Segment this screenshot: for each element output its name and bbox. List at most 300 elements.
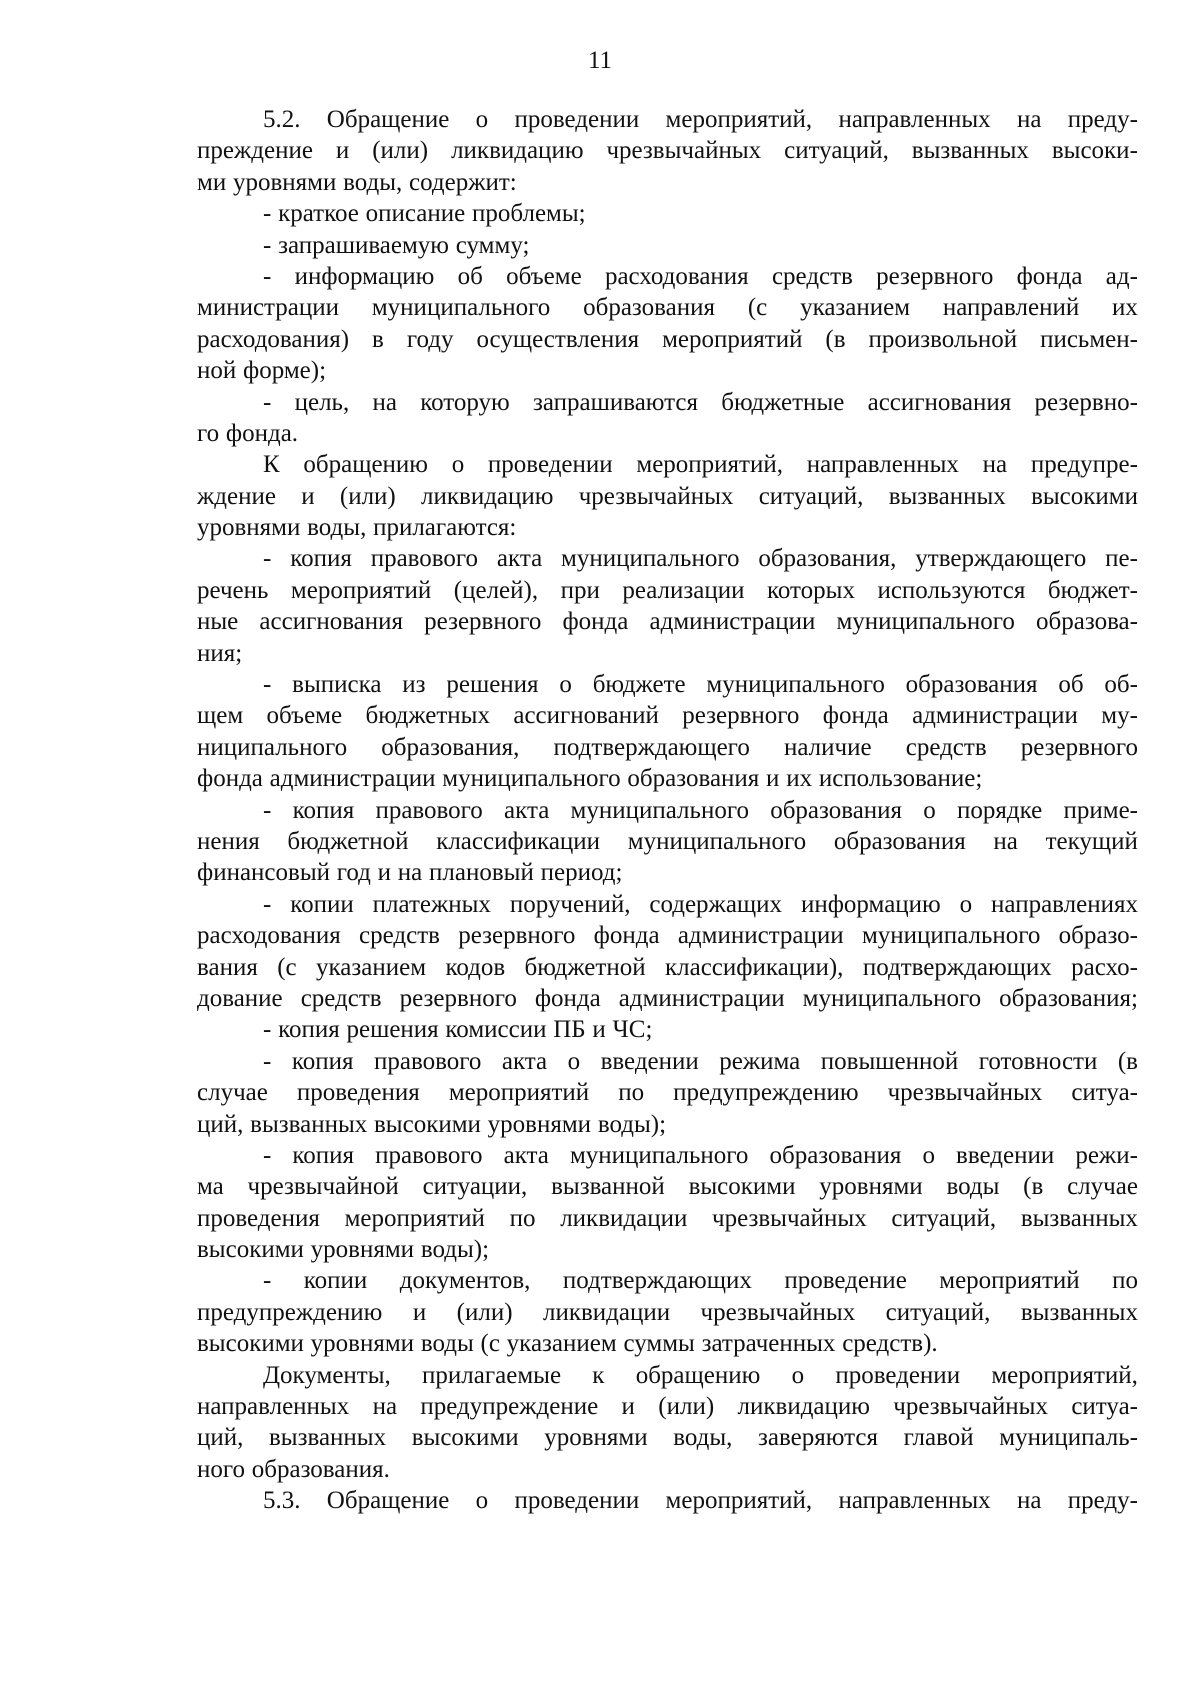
- word: воды);: [420, 1236, 490, 1264]
- word: заверяются: [758, 1424, 878, 1452]
- word: -: [263, 671, 272, 699]
- word: фонда.: [225, 419, 299, 447]
- word: о: [475, 1487, 489, 1515]
- word: ад-: [1105, 262, 1138, 290]
- word: о: [559, 671, 572, 699]
- word: информацию: [800, 890, 941, 918]
- word: фонда: [593, 922, 660, 950]
- word: осуществления: [476, 325, 640, 353]
- word: образования;: [999, 984, 1138, 1012]
- word: чрезвычайных: [700, 1298, 856, 1326]
- word: высокими: [688, 1173, 796, 1201]
- word: преду-: [1067, 106, 1138, 133]
- page-number: 11: [587, 47, 613, 74]
- text-line: [197, 983, 1138, 1014]
- text-line: [197, 481, 1138, 512]
- word: на: [372, 388, 397, 416]
- word: чрезвычайных: [606, 137, 762, 165]
- word: проведении: [514, 106, 640, 133]
- word: ПБ: [553, 1016, 586, 1044]
- word: подтверждающих: [862, 953, 1052, 981]
- word: уровнями: [197, 514, 301, 542]
- word: запрашиваются: [532, 388, 698, 416]
- word: проведении: [835, 1361, 961, 1389]
- word: описание: [365, 200, 466, 228]
- word: воды: [946, 1173, 1000, 1201]
- word: использование;: [818, 765, 983, 793]
- word: образования: [833, 827, 966, 855]
- text-line: [197, 920, 1138, 951]
- word: бюджете: [592, 671, 686, 699]
- word: бюджетных: [365, 702, 490, 730]
- word: ситуаций,: [891, 1204, 997, 1232]
- word: пе-: [1105, 545, 1138, 573]
- text-line: [197, 857, 1138, 888]
- word: министрации: [197, 294, 340, 322]
- word: на: [982, 451, 1008, 479]
- word: резервного: [1020, 733, 1138, 761]
- word: ного: [197, 1455, 246, 1483]
- text-line: [197, 418, 1138, 449]
- word: расхо-: [1071, 953, 1138, 981]
- word: решения: [346, 1016, 439, 1044]
- word: уровнями: [819, 1173, 923, 1201]
- word: (целей),: [453, 576, 539, 604]
- word: высокими: [411, 1424, 519, 1452]
- word: (с: [277, 953, 297, 981]
- word: -: [263, 1047, 272, 1075]
- word: чрезвычайной: [247, 1173, 399, 1201]
- word: средств: [359, 922, 440, 950]
- word: администрации: [912, 702, 1078, 730]
- word: прилагаемые: [422, 1361, 562, 1389]
- word: проведение: [784, 1267, 907, 1295]
- word: проведения: [197, 1204, 320, 1232]
- word: муниципального: [442, 765, 621, 793]
- word: письмен-: [1040, 325, 1138, 353]
- word: ные: [197, 608, 239, 636]
- word: чрезвычайных: [578, 482, 734, 510]
- word: ситуаций,: [758, 482, 864, 510]
- word: направленных: [838, 106, 991, 133]
- word: предупреждению: [197, 1298, 383, 1326]
- text-line: [197, 763, 1138, 794]
- word: информацию: [294, 262, 435, 290]
- text-line: [197, 1422, 1138, 1453]
- word: направлениях: [991, 890, 1138, 918]
- word: суммы: [623, 1330, 695, 1358]
- word: -: [263, 388, 272, 416]
- word: -: [263, 262, 272, 290]
- word: го: [197, 419, 220, 447]
- word: дование: [197, 984, 283, 1012]
- word: вызванных: [250, 1110, 368, 1138]
- word: период;: [540, 859, 623, 887]
- word: классификации),: [664, 953, 844, 981]
- word: муниципального: [802, 984, 982, 1012]
- word: форме);: [243, 357, 327, 385]
- word: муниципального: [569, 1141, 749, 1169]
- word: -: [263, 890, 272, 918]
- word: направлений: [942, 294, 1080, 322]
- word: копии: [290, 890, 354, 918]
- word: расходования): [197, 325, 350, 353]
- word: предупре-: [1030, 451, 1138, 479]
- word: повышенной: [820, 1047, 959, 1075]
- word: администрации: [649, 608, 816, 636]
- text-line: [197, 952, 1138, 983]
- word: акта: [496, 545, 543, 573]
- word: образования.: [251, 1455, 390, 1483]
- word: резервно-: [1034, 388, 1138, 416]
- word: уровнями: [310, 1236, 415, 1264]
- word: комиссии: [445, 1016, 547, 1044]
- word: вызванных: [1020, 1298, 1138, 1326]
- word: -: [263, 1267, 272, 1295]
- word: 5.2.: [263, 106, 301, 133]
- word: направленных: [838, 1487, 991, 1515]
- word: образования: [769, 1141, 902, 1169]
- word: платежных: [372, 890, 491, 918]
- word: бюджетной: [287, 827, 409, 855]
- word: проведении: [514, 1487, 640, 1515]
- text-line: [197, 261, 1138, 292]
- word: кодов: [445, 953, 506, 981]
- word: подтверждающего: [553, 733, 750, 761]
- word: муниципального: [861, 922, 1041, 950]
- word: проведения: [296, 1079, 420, 1107]
- word: наличие: [783, 733, 872, 761]
- word: к: [592, 1361, 605, 1389]
- word: бюджет-: [1047, 576, 1138, 604]
- word: на: [1016, 1487, 1042, 1515]
- word: воды);: [597, 1110, 667, 1138]
- word: порядке: [957, 796, 1043, 824]
- word: и: [301, 482, 315, 510]
- word: правового: [370, 545, 479, 573]
- word: мероприятий: [448, 1079, 590, 1107]
- word: случае: [1067, 1173, 1138, 1201]
- word: ма: [197, 1173, 224, 1201]
- word: случае: [197, 1079, 268, 1107]
- document-body: [197, 104, 1138, 1517]
- text-line: [197, 1171, 1138, 1202]
- word: решения: [446, 671, 539, 699]
- word: об-: [1104, 671, 1138, 699]
- word: уровнями: [310, 1330, 415, 1358]
- word: ций,: [197, 1424, 244, 1452]
- word: образова-: [1036, 608, 1138, 636]
- text-line: [197, 1297, 1138, 1328]
- word: преду-: [1067, 1487, 1138, 1515]
- word: резервного: [682, 702, 800, 730]
- word: средств: [905, 733, 987, 761]
- word: вызванных: [888, 482, 1006, 510]
- word: утверждающего: [915, 545, 1087, 573]
- word: высокими: [197, 1236, 304, 1264]
- word: указанием: [800, 294, 911, 322]
- word: муниципального: [836, 608, 1015, 636]
- word: образования: [905, 671, 1038, 699]
- word: образования: [770, 796, 903, 824]
- text-line: [197, 1140, 1138, 1171]
- word: ЧС;: [612, 1016, 653, 1044]
- word: ликвидацию: [451, 137, 584, 165]
- word: бюджетные: [721, 388, 845, 416]
- word: Обращение: [326, 1487, 450, 1515]
- word: воды: [420, 1330, 474, 1358]
- word: образования,: [758, 545, 897, 573]
- word: муниципального: [371, 294, 551, 322]
- word: (с: [747, 294, 768, 322]
- word: акта: [503, 1141, 549, 1169]
- word: муниципаль-: [999, 1424, 1138, 1452]
- word: при: [560, 576, 600, 604]
- word: копии: [303, 1267, 368, 1295]
- word: расходования: [197, 922, 341, 950]
- word: акта: [504, 796, 550, 824]
- text-line: [197, 700, 1138, 731]
- text-line: [197, 1328, 1138, 1359]
- text-line: [197, 795, 1138, 826]
- word: ситуации,: [422, 1173, 528, 1201]
- word: режима: [719, 1047, 801, 1075]
- word: объеме: [266, 702, 343, 730]
- word: о: [451, 451, 465, 479]
- word: резервного: [424, 608, 542, 636]
- word: копия: [292, 796, 355, 824]
- word: фонда: [1016, 262, 1083, 290]
- word: которых: [767, 576, 855, 604]
- word: ситуа-: [1071, 1393, 1138, 1421]
- text-line: [197, 826, 1138, 857]
- word: средств: [771, 262, 853, 290]
- word: на: [372, 1393, 398, 1421]
- word: -: [263, 200, 272, 228]
- word: мероприятий: [290, 576, 432, 604]
- word: финансовый: [197, 859, 331, 887]
- word: поручений,: [509, 890, 631, 918]
- word: ликвидацию: [737, 1393, 870, 1421]
- word: проведении: [487, 451, 613, 479]
- word: о: [567, 1047, 581, 1075]
- word: расходования: [604, 262, 749, 290]
- word: нения: [197, 827, 260, 855]
- word: реализации: [622, 576, 745, 604]
- word: году: [406, 325, 454, 353]
- text-line: [197, 104, 1138, 135]
- word: средств).: [842, 1330, 938, 1358]
- word: (или): [456, 1298, 513, 1326]
- word: вания: [197, 953, 258, 981]
- word: год: [336, 859, 371, 887]
- word: запрашиваемую: [278, 231, 449, 259]
- word: (в: [825, 325, 846, 353]
- word: ми: [197, 168, 227, 196]
- text-line: [197, 167, 1138, 198]
- word: средств: [300, 984, 382, 1012]
- word: затраченных: [701, 1330, 836, 1358]
- word: копия: [290, 545, 352, 573]
- word: Обращение: [326, 106, 450, 133]
- word: вызванных: [911, 137, 1029, 165]
- word: направленных: [197, 1393, 350, 1421]
- text-line: [197, 324, 1138, 355]
- word: приме-: [1063, 796, 1138, 824]
- word: чрезвычайных: [893, 1393, 1048, 1421]
- word: ций,: [197, 1110, 244, 1138]
- word: (или): [339, 482, 396, 510]
- text-line: [197, 135, 1138, 166]
- word: высоки-: [1051, 137, 1138, 165]
- word: о: [923, 796, 936, 824]
- word: копия: [292, 1141, 355, 1169]
- word: фонда: [822, 702, 889, 730]
- word: бюджетной: [524, 953, 646, 981]
- word: режи-: [1075, 1141, 1138, 1169]
- word: фонда: [534, 984, 601, 1012]
- text-line: [197, 732, 1138, 763]
- text-line: [197, 512, 1138, 543]
- word: главой: [903, 1424, 974, 1452]
- text-line: [197, 449, 1138, 480]
- word: речень: [197, 576, 269, 604]
- text-line: [197, 1391, 1138, 1422]
- word: мероприятий,: [665, 1487, 813, 1515]
- word: муниципального: [706, 671, 885, 699]
- word: произвольной: [868, 325, 1018, 353]
- word: предупреждение: [420, 1393, 599, 1421]
- word: фонда: [197, 765, 263, 793]
- word: ситуа-: [1071, 1079, 1138, 1107]
- word: их: [786, 765, 813, 793]
- word: вызванных: [1020, 1204, 1138, 1232]
- word: о: [959, 890, 973, 918]
- word: и: [412, 1298, 427, 1326]
- word: -: [263, 1141, 272, 1169]
- word: ной: [197, 357, 237, 385]
- text-line: [197, 606, 1138, 637]
- word: на: [397, 859, 423, 887]
- word: обращению: [635, 1361, 761, 1389]
- word: указанием: [506, 1330, 617, 1358]
- word: -: [263, 1016, 272, 1044]
- word: объеме: [506, 262, 582, 290]
- word: текущий: [1045, 827, 1138, 855]
- word: ликвидацию: [421, 482, 554, 510]
- text-line: [197, 669, 1138, 700]
- word: о: [791, 1361, 805, 1389]
- word: ниципального: [197, 733, 348, 761]
- word: и: [766, 765, 780, 793]
- word: (с: [480, 1330, 500, 1358]
- word: проблемы;: [472, 200, 586, 228]
- word: обращению: [303, 451, 428, 479]
- word: прилагаются:: [373, 514, 517, 542]
- word: Документы,: [263, 1361, 391, 1389]
- word: вызванных: [269, 1424, 387, 1452]
- word: (в: [1023, 1173, 1044, 1201]
- text-line: [197, 1234, 1138, 1265]
- text-line: [197, 198, 1138, 229]
- word: ситуаций,: [784, 137, 889, 165]
- word: (или): [372, 137, 429, 165]
- word: образования,: [381, 733, 520, 761]
- word: воды,: [343, 168, 403, 196]
- text-line: [197, 1454, 1138, 1485]
- text-line: [197, 230, 1138, 261]
- text-line: [197, 1046, 1138, 1077]
- word: (в: [1117, 1047, 1138, 1075]
- word: ния;: [197, 639, 243, 667]
- word: документов,: [399, 1267, 531, 1295]
- word: ждение: [197, 482, 276, 510]
- word: сумму;: [455, 231, 530, 259]
- word: ликвидации: [560, 1204, 688, 1232]
- word: копия: [278, 1016, 340, 1044]
- word: используются: [877, 576, 1026, 604]
- word: ассигнования: [259, 608, 404, 636]
- word: правового: [373, 1047, 482, 1075]
- word: мероприятий: [662, 325, 803, 353]
- word: резервного: [399, 984, 517, 1012]
- word: воды,: [307, 514, 367, 542]
- word: высокими: [197, 1330, 304, 1358]
- word: правового: [375, 796, 483, 824]
- word: фонда: [562, 608, 629, 636]
- text-line: [197, 575, 1138, 606]
- text-line: [197, 292, 1138, 323]
- word: образо-: [1058, 922, 1138, 950]
- word: -: [263, 545, 272, 573]
- word: мероприятий,: [665, 106, 813, 133]
- word: в: [372, 325, 384, 353]
- word: высокими: [374, 1110, 481, 1138]
- word: цель,: [294, 388, 350, 416]
- word: -: [263, 796, 272, 824]
- text-line: [197, 1109, 1138, 1140]
- word: направленных: [806, 451, 959, 479]
- word: введении: [600, 1047, 699, 1075]
- word: вызванной: [551, 1173, 665, 1201]
- text-line: [197, 1014, 1138, 1045]
- word: резервного: [876, 262, 994, 290]
- word: чрезвычайных: [887, 1079, 1043, 1107]
- word: му-: [1101, 702, 1138, 730]
- text-line: [197, 387, 1138, 418]
- word: по: [509, 1204, 536, 1232]
- word: акта: [501, 1047, 548, 1075]
- word: уровнями: [487, 1110, 592, 1138]
- word: ассигнований: [513, 702, 659, 730]
- text-line: [197, 1265, 1138, 1296]
- word: образования: [627, 765, 760, 793]
- text-line: [197, 543, 1138, 574]
- word: о: [922, 1141, 935, 1169]
- word: подтверждающих: [562, 1267, 752, 1295]
- word: воды,: [673, 1424, 733, 1452]
- word: содержит:: [409, 168, 517, 196]
- word: ситуаций,: [885, 1298, 991, 1326]
- word: из: [402, 671, 426, 699]
- word: предупреждению: [673, 1079, 859, 1107]
- word: -: [263, 231, 272, 259]
- word: ликвидации: [542, 1298, 671, 1326]
- text-line: [197, 638, 1138, 669]
- word: их: [1112, 294, 1138, 322]
- text-line: [197, 1203, 1138, 1234]
- word: уровнями: [232, 168, 337, 196]
